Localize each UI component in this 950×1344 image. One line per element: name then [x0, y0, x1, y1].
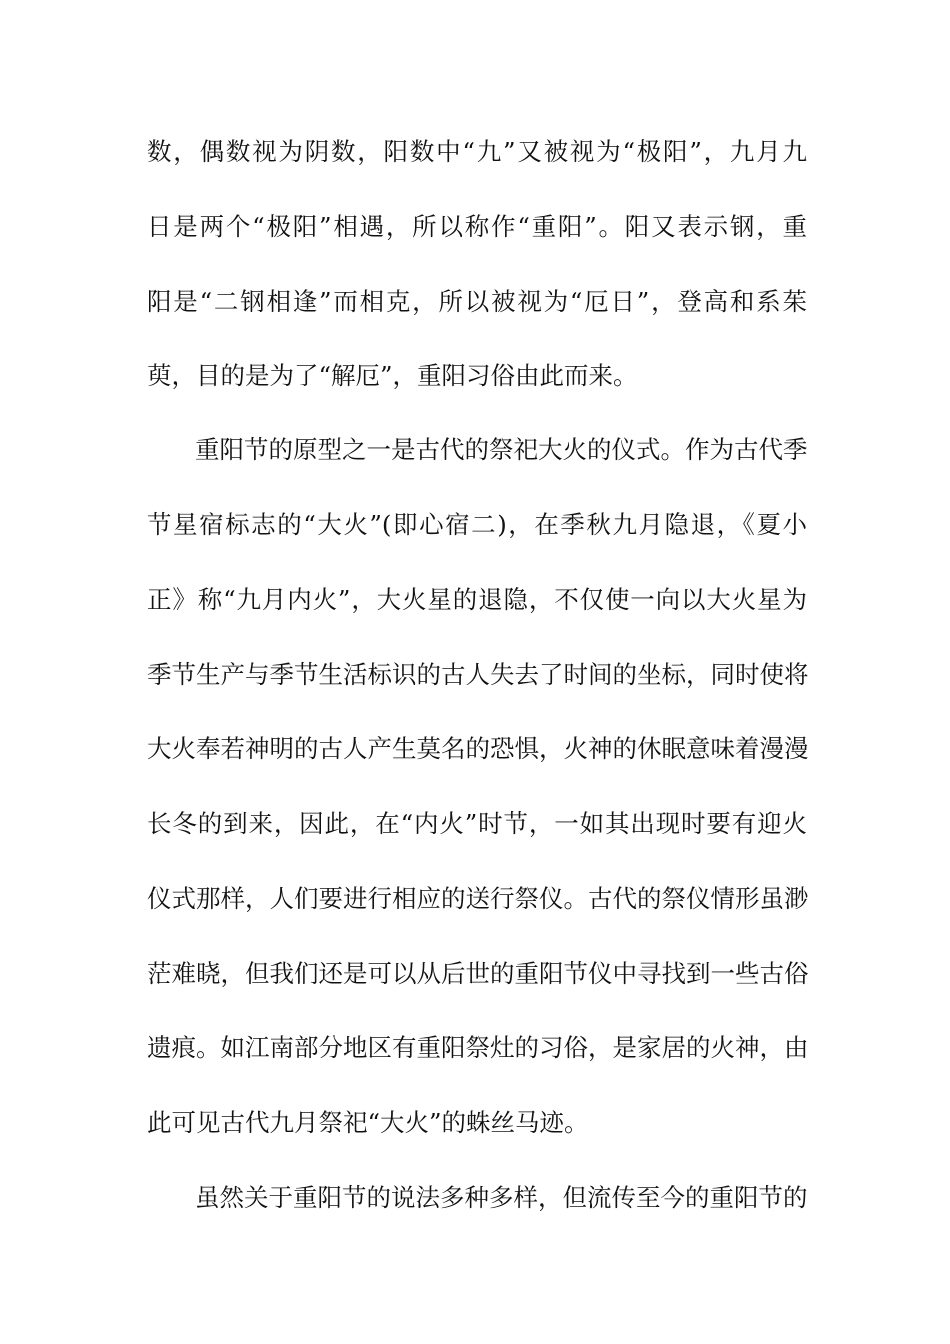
- text-line: 数，偶数视为阴数，阳数中“九”又被视为“极阳”，九月九: [147, 137, 807, 166]
- text-line: 大火奉若神明的古人产生莫名的恐惧，火神的休眠意味着漫漫: [147, 734, 809, 763]
- text-line: 茫难晓，但我们还是可以从后世的重阳节仪中寻找到一些古俗: [147, 959, 809, 988]
- text-line: 节星宿标志的“大火”(即心宿二)，在季秋九月隐退，《夏小: [147, 510, 807, 539]
- text-line: 萸，目的是为了“解厄”，重阳习俗由此而来。: [147, 361, 638, 390]
- text-line: 阳是“二钢相逢”而相克，所以被视为“厄日”，登高和系茱: [147, 287, 807, 316]
- text-line: 遗痕。如江南部分地区有重阳祭灶的习俗，是家居的火神，由: [147, 1033, 809, 1062]
- paragraph-first-line: 重阳节的原型之一是古代的祭祀大火的仪式。作为古代季: [195, 435, 808, 464]
- text-line: 仪式那样，人们要进行相应的送行祭仪。古代的祭仪情形虽渺: [147, 884, 809, 913]
- text-line: 长冬的到来，因此，在“内火”时节，一如其出现时要有迎火: [147, 809, 807, 838]
- paragraph-first-line: 虽然关于重阳节的说法多种多样，但流传至今的重阳节的: [195, 1183, 808, 1212]
- text-line: 日是两个“极阳”相遇，所以称作“重阳”。阳又表示钢，重: [147, 212, 807, 241]
- text-line: 季节生产与季节生活标识的古人失去了时间的坐标，同时使将: [147, 660, 809, 689]
- text-line: 此可见古代九月祭祀“大火”的蛛丝马迹。: [147, 1108, 589, 1137]
- text-line: 正》称“九月内火”，大火星的退隐，不仅使一向以大火星为: [147, 585, 807, 614]
